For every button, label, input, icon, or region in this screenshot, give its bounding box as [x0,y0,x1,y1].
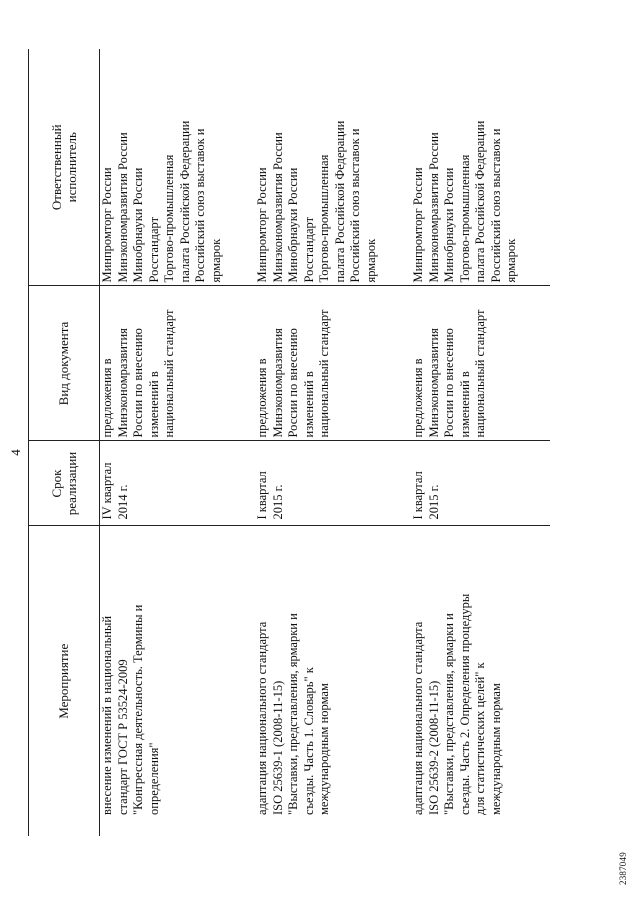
cell-event: адаптация национального стандарта ISO 25639-1 (2008-11-15) "Выставки, представления, ярмарки и съезды. Часть 1. Словарь" к международным нормам [255,613,331,815]
document-id: 2387049 [618,852,628,885]
header-executor: Ответственный исполнитель [29,49,100,286]
table-row [100,49,256,836]
table-row [411,49,550,836]
cell-term: IV квартал 2014 г. [100,441,256,526]
header-doc-type: Вид документа [29,286,100,441]
cell-doc-type: предложения в Минэкономразвития России по внесению изменений в национальный стандарт [255,286,411,441]
header-event: Мероприятие [29,526,100,836]
cell-term: I квартал 2015 г. [255,441,411,526]
page-number: 4 [8,449,23,456]
cell-executor: Минпромторг России Минэкономразвития России Минобрнауки России Торгово-промышленная палата Российской Федерации Российский союз выставок и ярмарок [411,49,550,286]
cell-executor: Минпромторг России Минэкономразвития России Минобрнауки России Росстандарт Торгово-промышленная палата Российской Федерации Российский союз выставок и ярмарок [100,49,256,286]
cell-doc-type: предложения в Минэкономразвития России по внесению изменений в национальный стандарт [100,286,256,441]
table-row [255,49,411,836]
cell-term: I квартал 2015 г. [411,441,550,526]
cell-event: адаптация национального стандарта ISO 25639-2 (2008-11-15) "Выставки, представления, ярмарки и съезды. Часть 2. Определения процедуры для статистических целей" к международным нормам [411,593,503,815]
header-term: Срок реализации [29,441,100,526]
cell-doc-type: предложения в Минэкономразвития России по внесению изменений в национальный стандарт [411,286,550,441]
cell-event: внесение изменений в национальный стандарт ГОСТ Р 53524-2009 "Конгрессная деятельность. Термины и определения" [100,604,161,815]
cell-executor: Минпромторг России Минэкономразвития России Минобрнауки России Росстандарт Торгово-промышленная палата Российской Федерации Российский союз выставок и ярмарок [255,49,411,286]
table-header-row [29,49,100,836]
events-table [28,49,550,836]
